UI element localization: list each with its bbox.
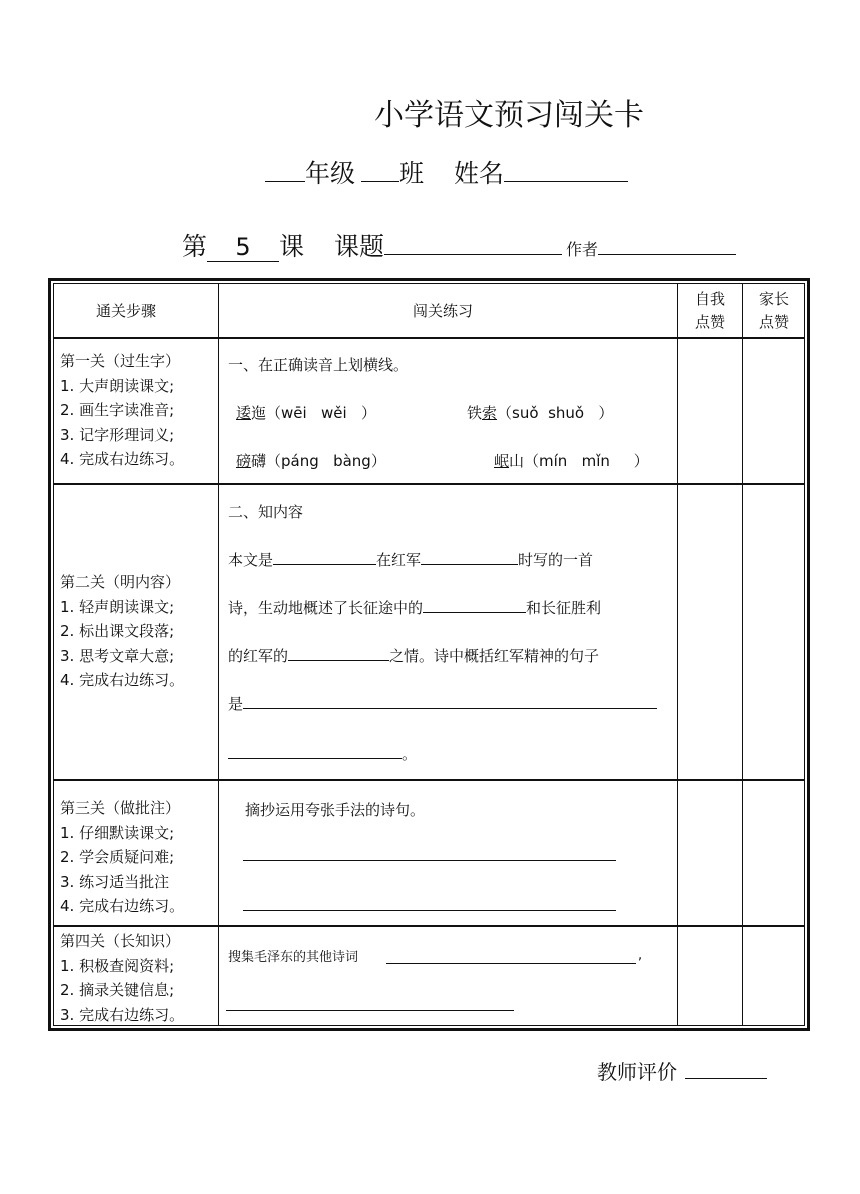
- level1-item1-underlined: 逶: [236, 404, 252, 422]
- level2-line4: [228, 693, 657, 714]
- level1-step-3: 3. 记字形理词义;: [60, 425, 175, 444]
- level2-step-title: 第二关（明内容）: [60, 573, 181, 591]
- level3-prompt: 摘抄运用夸张手法的诗句。: [245, 801, 426, 819]
- level4-comma: ,: [638, 948, 643, 963]
- level2-line2: [228, 597, 601, 618]
- level2-blank-6[interactable]: [228, 757, 402, 759]
- name-blank[interactable]: [504, 181, 628, 182]
- lesson-line: [182, 227, 736, 263]
- level4-step-3: 3. 完成右边练习。: [60, 1005, 185, 1024]
- level1-item3-rest: 礴: [251, 452, 267, 470]
- level2-l1b: 在红军: [376, 551, 422, 569]
- col-divider-3: [742, 283, 743, 1026]
- level2-step-4: 4. 完成右边练习。: [60, 671, 185, 689]
- header-parent-line1: 家长: [758, 290, 789, 308]
- lesson-number[interactable]: 5: [207, 233, 279, 262]
- col-divider-2: [677, 283, 678, 1026]
- grade-label: 年级: [305, 159, 356, 188]
- lesson-topic-label: 课题: [334, 232, 385, 261]
- level1-item4-rest: 山: [509, 452, 525, 470]
- lesson-di: 第: [182, 232, 208, 261]
- level3-step-4: 4. 完成右边练习。: [60, 897, 185, 915]
- level1-item1-rest: 迤: [251, 404, 267, 422]
- header-parent-praise: [743, 288, 805, 334]
- row-divider-3: [53, 925, 805, 927]
- level1-step-1: 1. 大声朗读课文;: [60, 376, 175, 395]
- level2-l2a: 诗，生动地概述了长征途中的: [228, 599, 424, 617]
- author-label: 作者: [566, 240, 599, 259]
- level1-item2-pre: 铁: [467, 404, 483, 422]
- teacher-eval-blank[interactable]: [685, 1077, 767, 1079]
- student-info: [265, 154, 628, 190]
- level4-step-2: 2. 摘录关键信息;: [60, 981, 175, 999]
- level2-l1a: 本文是: [228, 551, 274, 569]
- level1-steps: [60, 349, 184, 472]
- level2-steps: [60, 570, 184, 693]
- table-border-top: [48, 278, 810, 281]
- col-divider-1: [218, 283, 219, 1026]
- table-inner-left: [53, 283, 54, 1026]
- level1-item1-pinyin: （wēi wěi ）: [266, 404, 376, 422]
- level3-step-title: 第三关（做批注）: [60, 799, 181, 817]
- level1-prompt: 一、在正确读音上划横线。: [228, 356, 409, 374]
- level2-l3a: 的红军的: [228, 647, 289, 665]
- header-self-line2: 点赞: [694, 313, 725, 331]
- lesson-topic-blank[interactable]: [384, 254, 562, 255]
- level2-blank-3[interactable]: [423, 611, 526, 613]
- teacher-eval: [597, 1056, 767, 1085]
- level1-item3-underlined: 磅: [236, 452, 252, 470]
- level2-l4a: 是: [228, 695, 244, 713]
- author-blank[interactable]: [598, 254, 736, 255]
- level2-step-3: 3. 思考文章大意;: [60, 646, 175, 665]
- level4-step-title: 第四关（长知识）: [60, 932, 181, 950]
- teacher-eval-label: 教师评价: [597, 1060, 677, 1084]
- header-practice: 闯关练习: [413, 302, 474, 320]
- level2-blank-5[interactable]: [243, 707, 657, 709]
- level4-prompt: 搜集毛泽东的其他诗词: [228, 950, 359, 965]
- level1-item2-pinyin: （suǒ shuǒ ）: [497, 404, 614, 422]
- level1-item-minshan[interactable]: [494, 450, 649, 471]
- table-border-bottom: [48, 1028, 810, 1031]
- header-parent-line2: 点赞: [758, 313, 789, 331]
- level1-item-pangbo[interactable]: [236, 450, 386, 471]
- level2-l2b: 和长征胜利: [526, 599, 602, 617]
- level2-l3b: 之情。诗中概括红军精神的句子: [389, 647, 600, 665]
- level1-step-4: 4. 完成右边练习。: [60, 450, 185, 468]
- level2-blank-4[interactable]: [288, 659, 389, 661]
- row-divider-1: [53, 483, 805, 485]
- level2-line1: [228, 549, 593, 570]
- level2-blank-1[interactable]: [273, 563, 376, 565]
- level2-step-2: 2. 标出课文段落;: [60, 622, 175, 640]
- level3-steps: [60, 796, 184, 919]
- grade-blank[interactable]: [265, 181, 305, 182]
- level1-item4-pinyin: （mín mǐn ）: [524, 452, 649, 470]
- level3-answer-line-2[interactable]: [243, 910, 616, 911]
- level1-item-tiesuo[interactable]: [467, 402, 613, 423]
- name-label: 姓名: [454, 159, 505, 188]
- header-self-praise: [678, 288, 742, 334]
- header-steps: 通关步骤: [96, 302, 157, 320]
- level3-step-3: 3. 练习适当批注: [60, 872, 170, 891]
- level1-item2-underlined: 索: [482, 404, 498, 422]
- table-inner-top: [53, 283, 805, 284]
- header-self-line1: 自我: [694, 290, 725, 308]
- level2-line5: [228, 743, 417, 764]
- level2-blank-2[interactable]: [421, 563, 518, 565]
- level1-item-weiyi[interactable]: [236, 402, 376, 423]
- level1-step-2: 2. 画生字读准音;: [60, 401, 175, 419]
- level1-item4-underlined: 岷: [494, 452, 510, 470]
- level4-answer-line-2[interactable]: [226, 1010, 514, 1011]
- lesson-ke: 课: [279, 232, 305, 261]
- page-title: 小学语文预习闯关卡: [374, 98, 644, 133]
- table-inner-right: [804, 283, 805, 1026]
- row-divider-2: [53, 779, 805, 781]
- level2-line3: [228, 645, 599, 666]
- level2-prompt: 二、知内容: [228, 503, 304, 521]
- class-blank[interactable]: [361, 181, 399, 182]
- level2-l5end: 。: [402, 745, 418, 763]
- level3-step-1: 1. 仔细默读课文;: [60, 823, 175, 842]
- level4-steps: [60, 929, 184, 1027]
- level2-step-1: 1. 轻声朗读课文;: [60, 597, 175, 616]
- level3-step-2: 2. 学会质疑问难;: [60, 848, 175, 866]
- class-label: 班: [399, 159, 425, 188]
- row-divider-header: [53, 337, 805, 339]
- level4-answer-line-1[interactable]: [386, 963, 636, 964]
- level1-item3-pinyin: （páng bàng）: [266, 452, 386, 470]
- level4-step-1: 1. 积极查阅资料;: [60, 956, 175, 975]
- level1-step-title: 第一关（过生字）: [60, 352, 181, 370]
- level2-l1c: 时写的一首: [518, 551, 594, 569]
- level3-answer-line-1[interactable]: [243, 860, 616, 861]
- table-border-left: [48, 278, 51, 1031]
- table-border-right: [807, 278, 810, 1031]
